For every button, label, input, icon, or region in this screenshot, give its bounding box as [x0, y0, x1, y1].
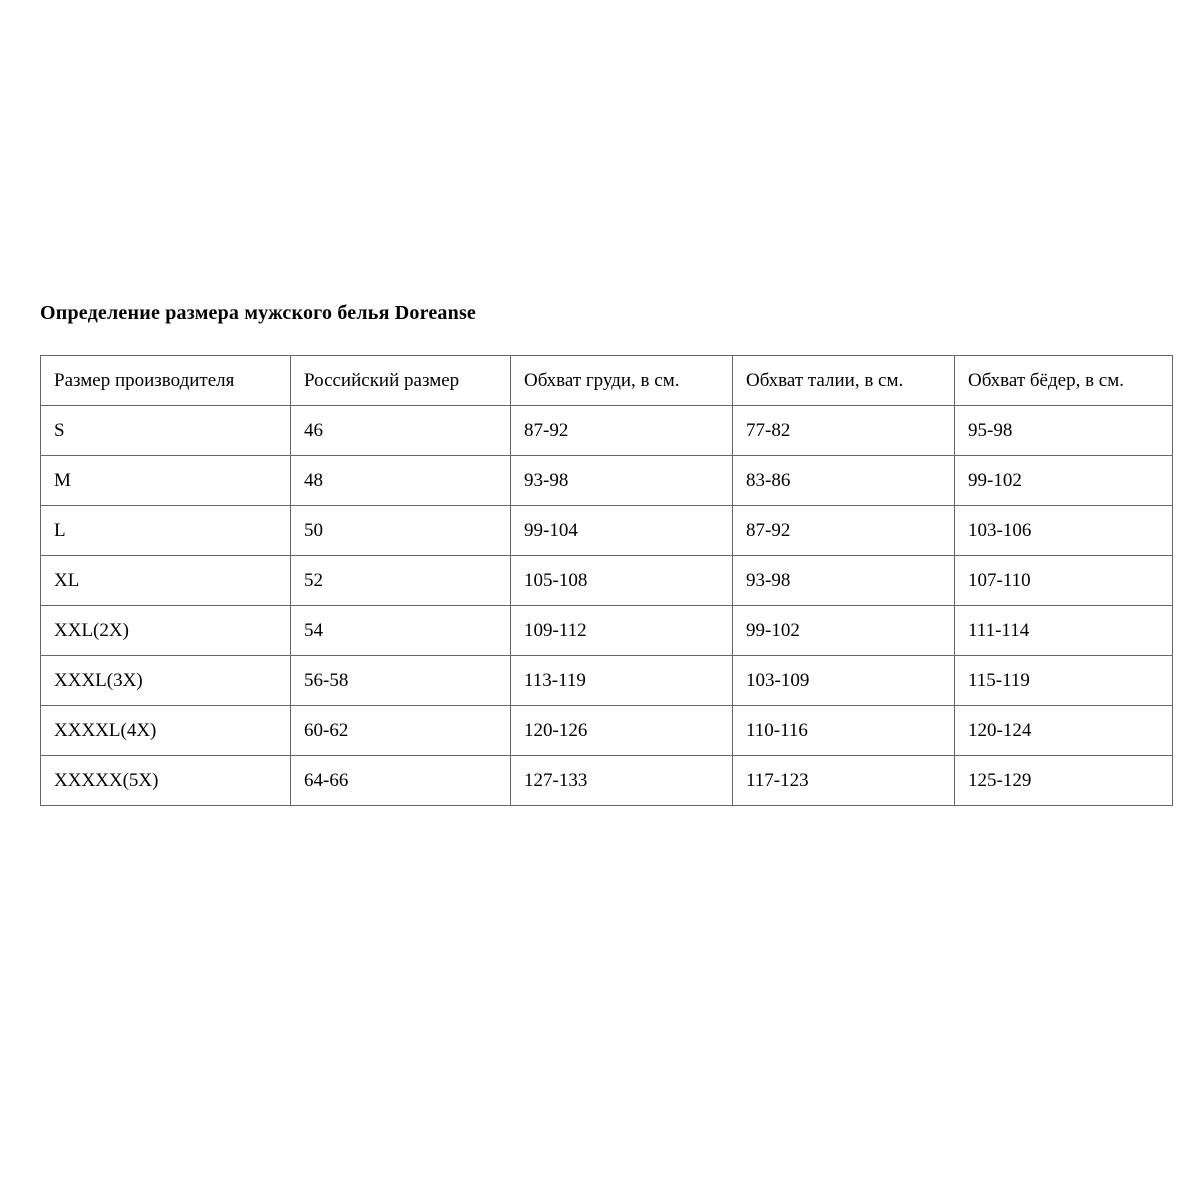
table-cell: 64-66 [291, 756, 511, 806]
table-cell: 111-114 [955, 606, 1173, 656]
table-cell: 93-98 [733, 556, 955, 606]
table-cell: S [41, 406, 291, 456]
column-header: Российский размер [291, 356, 511, 406]
table-cell: 56-58 [291, 656, 511, 706]
table-cell: XXL(2X) [41, 606, 291, 656]
table-cell: 46 [291, 406, 511, 456]
table-cell: 105-108 [511, 556, 733, 606]
table-cell: 99-104 [511, 506, 733, 556]
column-header: Обхват талии, в см. [733, 356, 955, 406]
table-cell: 103-109 [733, 656, 955, 706]
table-cell: 127-133 [511, 756, 733, 806]
table-cell: 77-82 [733, 406, 955, 456]
table-cell: 50 [291, 506, 511, 556]
column-header: Размер производителя [41, 356, 291, 406]
size-chart-table [40, 355, 1173, 806]
table-row [41, 706, 1173, 756]
table-cell: XL [41, 556, 291, 606]
header-row [41, 356, 1173, 406]
table-cell: 110-116 [733, 706, 955, 756]
table-cell: 60-62 [291, 706, 511, 756]
table-cell: 120-126 [511, 706, 733, 756]
table-cell: 48 [291, 456, 511, 506]
column-header: Обхват груди, в см. [511, 356, 733, 406]
table-cell: 99-102 [955, 456, 1173, 506]
table-cell: 113-119 [511, 656, 733, 706]
table-row [41, 656, 1173, 706]
table-row [41, 456, 1173, 506]
table-cell: 95-98 [955, 406, 1173, 456]
table-row [41, 506, 1173, 556]
table-cell: 103-106 [955, 506, 1173, 556]
table-cell: 52 [291, 556, 511, 606]
table-cell: M [41, 456, 291, 506]
table-cell: 54 [291, 606, 511, 656]
table-row [41, 406, 1173, 456]
table-cell: 120-124 [955, 706, 1173, 756]
table-cell: L [41, 506, 291, 556]
table-cell: 115-119 [955, 656, 1173, 706]
table-cell: XXXL(3X) [41, 656, 291, 706]
table-body [41, 406, 1173, 806]
table-cell: XXXXL(4X) [41, 706, 291, 756]
table-cell: 87-92 [733, 506, 955, 556]
page-title: Определение размера мужского белья Doreanse [40, 302, 477, 324]
column-header: Обхват бёдер, в см. [955, 356, 1173, 406]
table-cell: 117-123 [733, 756, 955, 806]
table-cell: 125-129 [955, 756, 1173, 806]
table-cell: 87-92 [511, 406, 733, 456]
table-cell: XXXXX(5X) [41, 756, 291, 806]
table-cell: 93-98 [511, 456, 733, 506]
table-cell: 99-102 [733, 606, 955, 656]
table-cell: 83-86 [733, 456, 955, 506]
table-cell: 107-110 [955, 556, 1173, 606]
table-row [41, 606, 1173, 656]
table-row [41, 756, 1173, 806]
table-cell: 109-112 [511, 606, 733, 656]
table-row [41, 556, 1173, 606]
